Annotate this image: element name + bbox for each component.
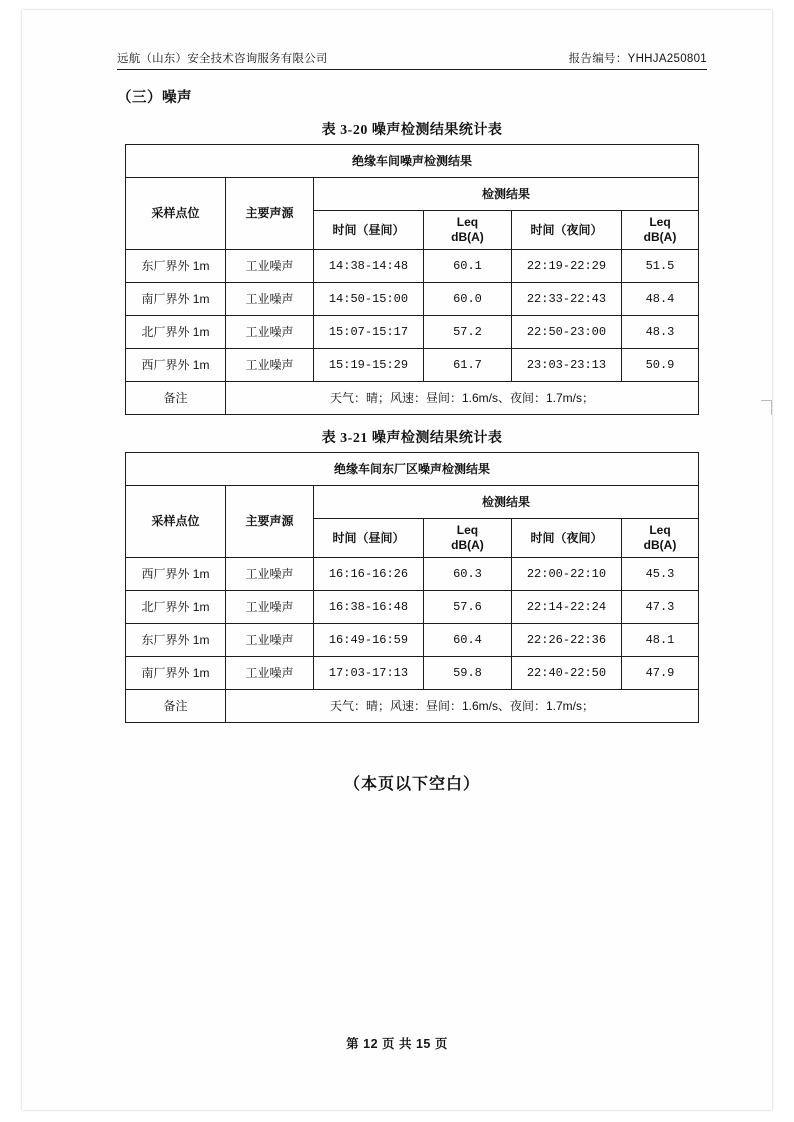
table1-row1-leq-day: 60.0 <box>423 283 511 316</box>
table2-note-label: 备注 <box>125 690 225 723</box>
table2-row0-time-day: 16:16-16:26 <box>313 558 423 591</box>
table2-row0-source: 工业噪声 <box>225 558 313 591</box>
table2-row1-source: 工业噪声 <box>225 591 313 624</box>
table2-leq-day-unit: dB(A) <box>451 538 484 552</box>
table2-row1-point: 北厂界外 1m <box>125 591 225 624</box>
table1-row2-point: 北厂界外 1m <box>125 316 225 349</box>
table2-note-text: 天气：晴；风速：昼间：1.6m/s、夜间：1.7m/s； <box>225 690 698 723</box>
table1-leq-day-unit: dB(A) <box>451 230 484 244</box>
table1-row2-time-day: 15:07-15:17 <box>313 316 423 349</box>
table2-col-leq-night <box>621 519 698 558</box>
table1-row3-source: 工业噪声 <box>225 349 313 382</box>
table-row <box>125 145 698 178</box>
table2-row3-time-day: 17:03-17:13 <box>313 657 423 690</box>
table1-row1-source: 工业噪声 <box>225 283 313 316</box>
blank-page-note: （本页以下空白） <box>343 776 480 793</box>
table1-row0-leq-night: 51.5 <box>621 250 698 283</box>
table-row <box>125 591 698 624</box>
table2-col-time-night: 时间（夜间） <box>511 519 621 558</box>
table1-col-time-night: 时间（夜间） <box>511 211 621 250</box>
table2-col-result: 检测结果 <box>313 486 698 519</box>
table1-row0-time-night: 22:19-22:29 <box>511 250 621 283</box>
table1-row2-leq-night: 48.3 <box>621 316 698 349</box>
table2-row3-source: 工业噪声 <box>225 657 313 690</box>
table1-caption: 表 3-20 噪声检测结果统计表 <box>321 123 503 138</box>
table1-col-leq-night <box>621 211 698 250</box>
table1-row0-source: 工业噪声 <box>225 250 313 283</box>
table-row <box>125 624 698 657</box>
table2-leq-night-label: Leq <box>649 523 671 537</box>
table1-col-source: 主要声源 <box>225 178 313 250</box>
table2-col-leq-day <box>423 519 511 558</box>
page-header <box>117 50 707 70</box>
table2-row3-point: 南厂界外 1m <box>125 657 225 690</box>
table1-row1-time-night: 22:33-22:43 <box>511 283 621 316</box>
header-company: 远航（山东）安全技术咨询服务有限公司 <box>117 53 328 65</box>
table-row <box>125 453 698 486</box>
table1-row2-leq-day: 57.2 <box>423 316 511 349</box>
table2-row2-time-day: 16:49-16:59 <box>313 624 423 657</box>
table2-caption: 表 3-21 噪声检测结果统计表 <box>321 431 503 446</box>
page-footer: 第 12 页 共 15 页 <box>346 1037 448 1051</box>
table-row <box>125 486 698 519</box>
table1-band-title: 绝缘车间噪声检测结果 <box>125 145 698 178</box>
table1-leq-night-unit: dB(A) <box>643 230 677 244</box>
table2-col-source: 主要声源 <box>225 486 313 558</box>
scan-corner-mark <box>761 400 772 415</box>
table-row <box>125 250 698 283</box>
table1-col-result: 检测结果 <box>313 178 698 211</box>
table2-row3-leq-night: 47.9 <box>621 657 698 690</box>
table2-band-title: 绝缘车间东厂区噪声检测结果 <box>125 453 698 486</box>
table2-leq-day-label: Leq <box>456 523 479 537</box>
table1-col-leq-day <box>423 211 511 250</box>
table1-row0-time-day: 14:38-14:48 <box>313 250 423 283</box>
table-row <box>125 690 698 723</box>
table1-leq-night-label: Leq <box>649 215 671 229</box>
noise-results-table-2 <box>125 452 699 723</box>
report-number-value: YHHJA250801 <box>627 53 707 65</box>
table2-col-point: 采样点位 <box>125 486 225 558</box>
table2-leq-night-unit: dB(A) <box>643 538 677 552</box>
table2-row1-time-day: 16:38-16:48 <box>313 591 423 624</box>
table2-row0-leq-night: 45.3 <box>621 558 698 591</box>
table-row <box>125 382 698 415</box>
table2-row2-leq-day: 60.4 <box>423 624 511 657</box>
page-content <box>117 50 707 794</box>
table1-col-point: 采样点位 <box>125 178 225 250</box>
table1-row3-leq-night: 50.9 <box>621 349 698 382</box>
table-row <box>125 178 698 211</box>
section-heading: （三）噪声 <box>117 90 192 106</box>
table-row <box>125 657 698 690</box>
table-row <box>125 283 698 316</box>
header-report-number <box>569 50 707 66</box>
table1-row0-leq-day: 60.1 <box>423 250 511 283</box>
table-row <box>125 558 698 591</box>
table1-row2-source: 工业噪声 <box>225 316 313 349</box>
table1-row1-leq-night: 48.4 <box>621 283 698 316</box>
table2-col-time-day: 时间（昼间） <box>313 519 423 558</box>
table2-row2-leq-night: 48.1 <box>621 624 698 657</box>
table1-row3-time-night: 23:03-23:13 <box>511 349 621 382</box>
table2-row0-point: 西厂界外 1m <box>125 558 225 591</box>
paper-sheet <box>22 10 772 1110</box>
table1-note-text: 天气：晴；风速：昼间：1.6m/s、夜间：1.7m/s； <box>225 382 698 415</box>
table1-row0-point: 东厂界外 1m <box>125 250 225 283</box>
noise-results-table-1 <box>125 144 699 415</box>
table1-row3-point: 西厂界外 1m <box>125 349 225 382</box>
table1-row3-time-day: 15:19-15:29 <box>313 349 423 382</box>
table2-row1-leq-night: 47.3 <box>621 591 698 624</box>
table1-row3-leq-day: 61.7 <box>423 349 511 382</box>
table2-row1-leq-day: 57.6 <box>423 591 511 624</box>
table1-row2-time-night: 22:50-23:00 <box>511 316 621 349</box>
table-row <box>125 316 698 349</box>
report-number-label: 报告编号： <box>568 53 628 65</box>
table-row <box>125 349 698 382</box>
table1-note-label: 备注 <box>125 382 225 415</box>
table1-leq-day-label: Leq <box>456 215 479 229</box>
table2-row0-leq-day: 60.3 <box>423 558 511 591</box>
table2-row1-time-night: 22:14-22:24 <box>511 591 621 624</box>
table1-row1-time-day: 14:50-15:00 <box>313 283 423 316</box>
table2-row3-time-night: 22:40-22:50 <box>511 657 621 690</box>
table2-row2-point: 东厂界外 1m <box>125 624 225 657</box>
table2-row2-time-night: 22:26-22:36 <box>511 624 621 657</box>
table1-row1-point: 南厂界外 1m <box>125 283 225 316</box>
table2-row0-time-night: 22:00-22:10 <box>511 558 621 591</box>
table1-col-time-day: 时间（昼间） <box>313 211 423 250</box>
table2-row2-source: 工业噪声 <box>225 624 313 657</box>
table2-row3-leq-day: 59.8 <box>423 657 511 690</box>
